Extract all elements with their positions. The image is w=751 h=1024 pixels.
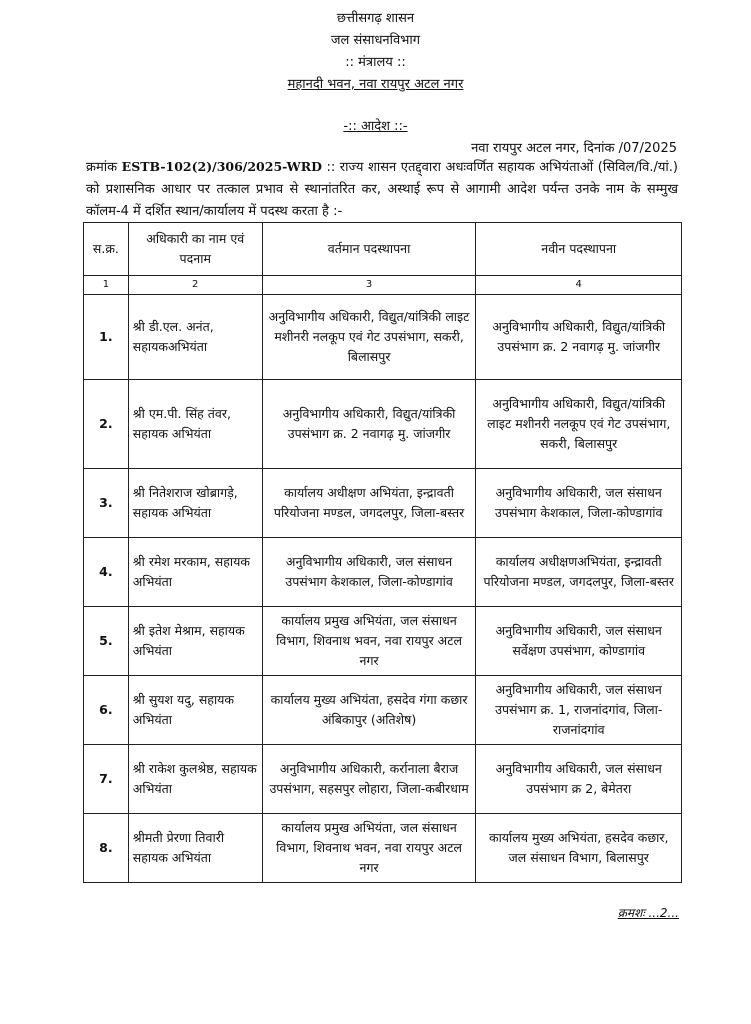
officer-cell: श्रीमती प्रेरणा तिवारी सहायक अभियंता: [128, 814, 262, 883]
officer-cell: श्री एम.पी. सिंह तंवर, सहायक अभियंता: [128, 380, 262, 469]
col-header-serial: स.क्र.: [84, 223, 129, 276]
transfer-table: [83, 222, 682, 883]
government-name: छत्तीसगढ़ शासन: [336, 11, 415, 26]
col-number: 2: [128, 276, 262, 295]
current-posting-cell: अनुविभागीय अधिकारी, कर्रानाला बैराज उपसंभाग, सहसपुर लोहारा, जिला-कबीरधाम: [262, 745, 476, 814]
officer-cell: श्री डी.एल. अनंत, सहायकअभियंता: [128, 295, 262, 380]
serial-cell: 5.: [84, 607, 129, 676]
new-posting-cell: अनुविभागीय अधिकारी, जल संसाधन उपसंभाग क्र. 1, राजनांदगांव, जिला-राजनांदगांव: [476, 676, 682, 745]
department-name: जल संसाधनविभाग: [330, 33, 421, 48]
new-posting-cell: अनुविभागीय अधिकारी, जल संसाधन उपसंभाग क्र 2, बेमेतरा: [476, 745, 682, 814]
reference-number: ESTB-102(2)/306/2025-WRD: [121, 159, 322, 174]
table-row: [84, 676, 682, 745]
officer-cell: श्री सुयश यदु, सहायक अभियंता: [128, 676, 262, 745]
order-title: -:: आदेश ::-: [343, 119, 408, 134]
order-preamble: [86, 156, 678, 223]
new-posting-cell: अनुविभागीय अधिकारी, विद्युत/यांत्रिकी उपसंभाग क्र. 2 नवागढ़ मु. जांजगीर: [476, 295, 682, 380]
serial-cell: 7.: [84, 745, 129, 814]
ministry-label: :: मंत्रालय ::: [345, 55, 406, 70]
new-posting-cell: अनुविभागीय अधिकारी, विद्युत/यांत्रिकी लाइट मशीनरी नलकूप एवं गेट उपसंभाग, सकरी, बिलासपुर: [476, 380, 682, 469]
new-posting-cell: कार्यालय अधीक्षणअभियंता, इन्द्रावती परियोजना मण्डल, जगदलपुर, जिला-बस्तर: [476, 538, 682, 607]
office-address: महानदी भवन, नवा रायपुर अटल नगर: [287, 77, 464, 92]
serial-cell: 1.: [84, 295, 129, 380]
current-posting-cell: कार्यालय प्रमुख अभियंता, जल संसाधन विभाग, शिवनाथ भवन, नवा रायपुर अटल नगर: [262, 814, 476, 883]
continued-marker: क्रमशः ...2...: [617, 906, 679, 920]
current-posting-cell: कार्यालय प्रमुख अभियंता, जल संसाधन विभाग, शिवनाथ भवन, नवा रायपुर अटल नगर: [262, 607, 476, 676]
officer-cell: श्री इतेश मेश्राम, सहायक अभियंता: [128, 607, 262, 676]
ref-prefix: क्रमांक: [86, 160, 118, 175]
table-header-row: [84, 223, 682, 276]
date-line: नवा रायपुर अटल नगर, दिनांक /07/2025: [471, 141, 677, 156]
officer-cell: श्री राकेश कुलश्रेष्ठ, सहायक अभियंता: [128, 745, 262, 814]
current-posting-cell: कार्यालय अधीक्षण अभियंता, इन्द्रावती परियोजना मण्डल, जगदलपुर, जिला-बस्तर: [262, 469, 476, 538]
table-row: [84, 380, 682, 469]
current-posting-cell: अनुविभागीय अधिकारी, विद्युत/यांत्रिकी उपसंभाग क्र. 2 नवागढ़ मु. जांजगीर: [262, 380, 476, 469]
current-posting-cell: अनुविभागीय अधिकारी, जल संसाधन उपसंभाग केशकाल, जिला-कोण्डागांव: [262, 538, 476, 607]
table-row: [84, 745, 682, 814]
col-header-name: अधिकारी का नाम एवं पदनाम: [128, 223, 262, 276]
col-number: 4: [476, 276, 682, 295]
serial-cell: 6.: [84, 676, 129, 745]
serial-cell: 8.: [84, 814, 129, 883]
new-posting-cell: अनुविभागीय अधिकारी, जल संसाधन सर्वेक्षण उपसंभाग, कोण्डागांव: [476, 607, 682, 676]
serial-cell: 2.: [84, 380, 129, 469]
table-row: [84, 469, 682, 538]
col-header-new: नवीन पदस्थापना: [476, 223, 682, 276]
current-posting-cell: अनुविभागीय अधिकारी, विद्युत/यांत्रिकी लाइट मशीनरी नलकूप एवं गेट उपसंभाग, सकरी, बिलासपुर: [262, 295, 476, 380]
new-posting-cell: अनुविभागीय अधिकारी, जल संसाधन उपसंभाग केशकाल, जिला-कोण्डागांव: [476, 469, 682, 538]
officer-cell: श्री नितेशराज खोब्रागड़े, सहायक अभियंता: [128, 469, 262, 538]
current-posting-cell: कार्यालय मुख्य अभियंता, हसदेव गंगा कछार अंबिकापुर (अतिशेष): [262, 676, 476, 745]
officer-cell: श्री रमेश मरकाम, सहायक अभियंता: [128, 538, 262, 607]
col-number: 3: [262, 276, 476, 295]
table-row: [84, 814, 682, 883]
column-number-row: [84, 276, 682, 295]
col-header-current: वर्तमान पदस्थापना: [262, 223, 476, 276]
table-row: [84, 607, 682, 676]
letterhead: [0, 8, 751, 96]
new-posting-cell: कार्यालय मुख्य अभियंता, हसदेव कछार, जल संसाधन विभाग, बिलासपुर: [476, 814, 682, 883]
table-row: [84, 538, 682, 607]
serial-cell: 4.: [84, 538, 129, 607]
col-number: 1: [84, 276, 129, 295]
serial-cell: 3.: [84, 469, 129, 538]
table-row: [84, 295, 682, 380]
preamble-text: :: राज्य शासन एतद्द्वारा अधःवर्णित सहायक अभियंताओं (सिविल/वि./यां.) को प्रशासनिक आधार पर तत्काल प्रभाव से स्थानांतरित कर, अस्थाई रूप से आगामी आदेश पर्यन्त उनके नाम के सम्मुख कॉलम-4 में दर्शित स्थान/कार्यालय में पदस्थ करता है :-: [86, 160, 678, 219]
